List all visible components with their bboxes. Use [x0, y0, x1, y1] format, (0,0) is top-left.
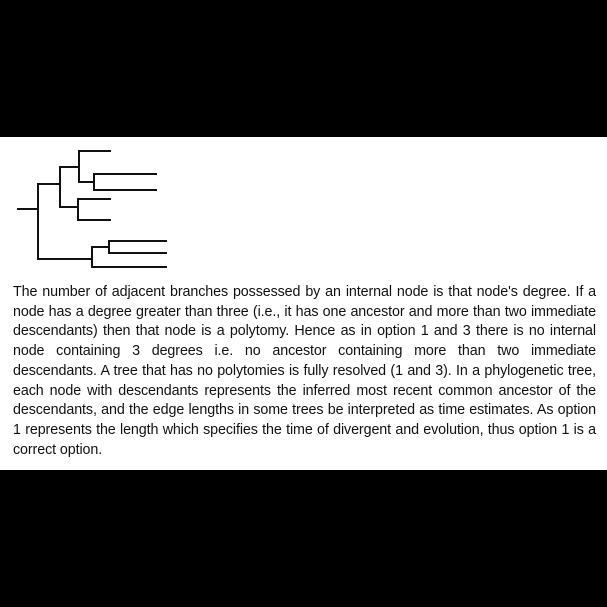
content-panel — [0, 137, 607, 470]
phylogenetic-tree-diagram — [14, 145, 174, 275]
explanation-text: The number of adjacent branches possessed by an internal node is that node's degree. If a node has a degree greater than three (i.e., it has one ancestor and more than two immediate descendants) then that node is a polytomy. Hence as in option 1 and 3 there is no internal node containing 3 degrees i.e. no ancestor containing more than two immediate descendants. A tree that has no polytomies is fully resolved (1 and 3). In a phylogenetic tree, each node with descendants represents the inferred most recent common ancestor of the descendants, and the edge lengths in some trees be interpreted as time estimates. As option 1 represents the length which specifies the time of divergent and evolution, thus option 1 is a correct option. — [13, 284, 596, 458]
